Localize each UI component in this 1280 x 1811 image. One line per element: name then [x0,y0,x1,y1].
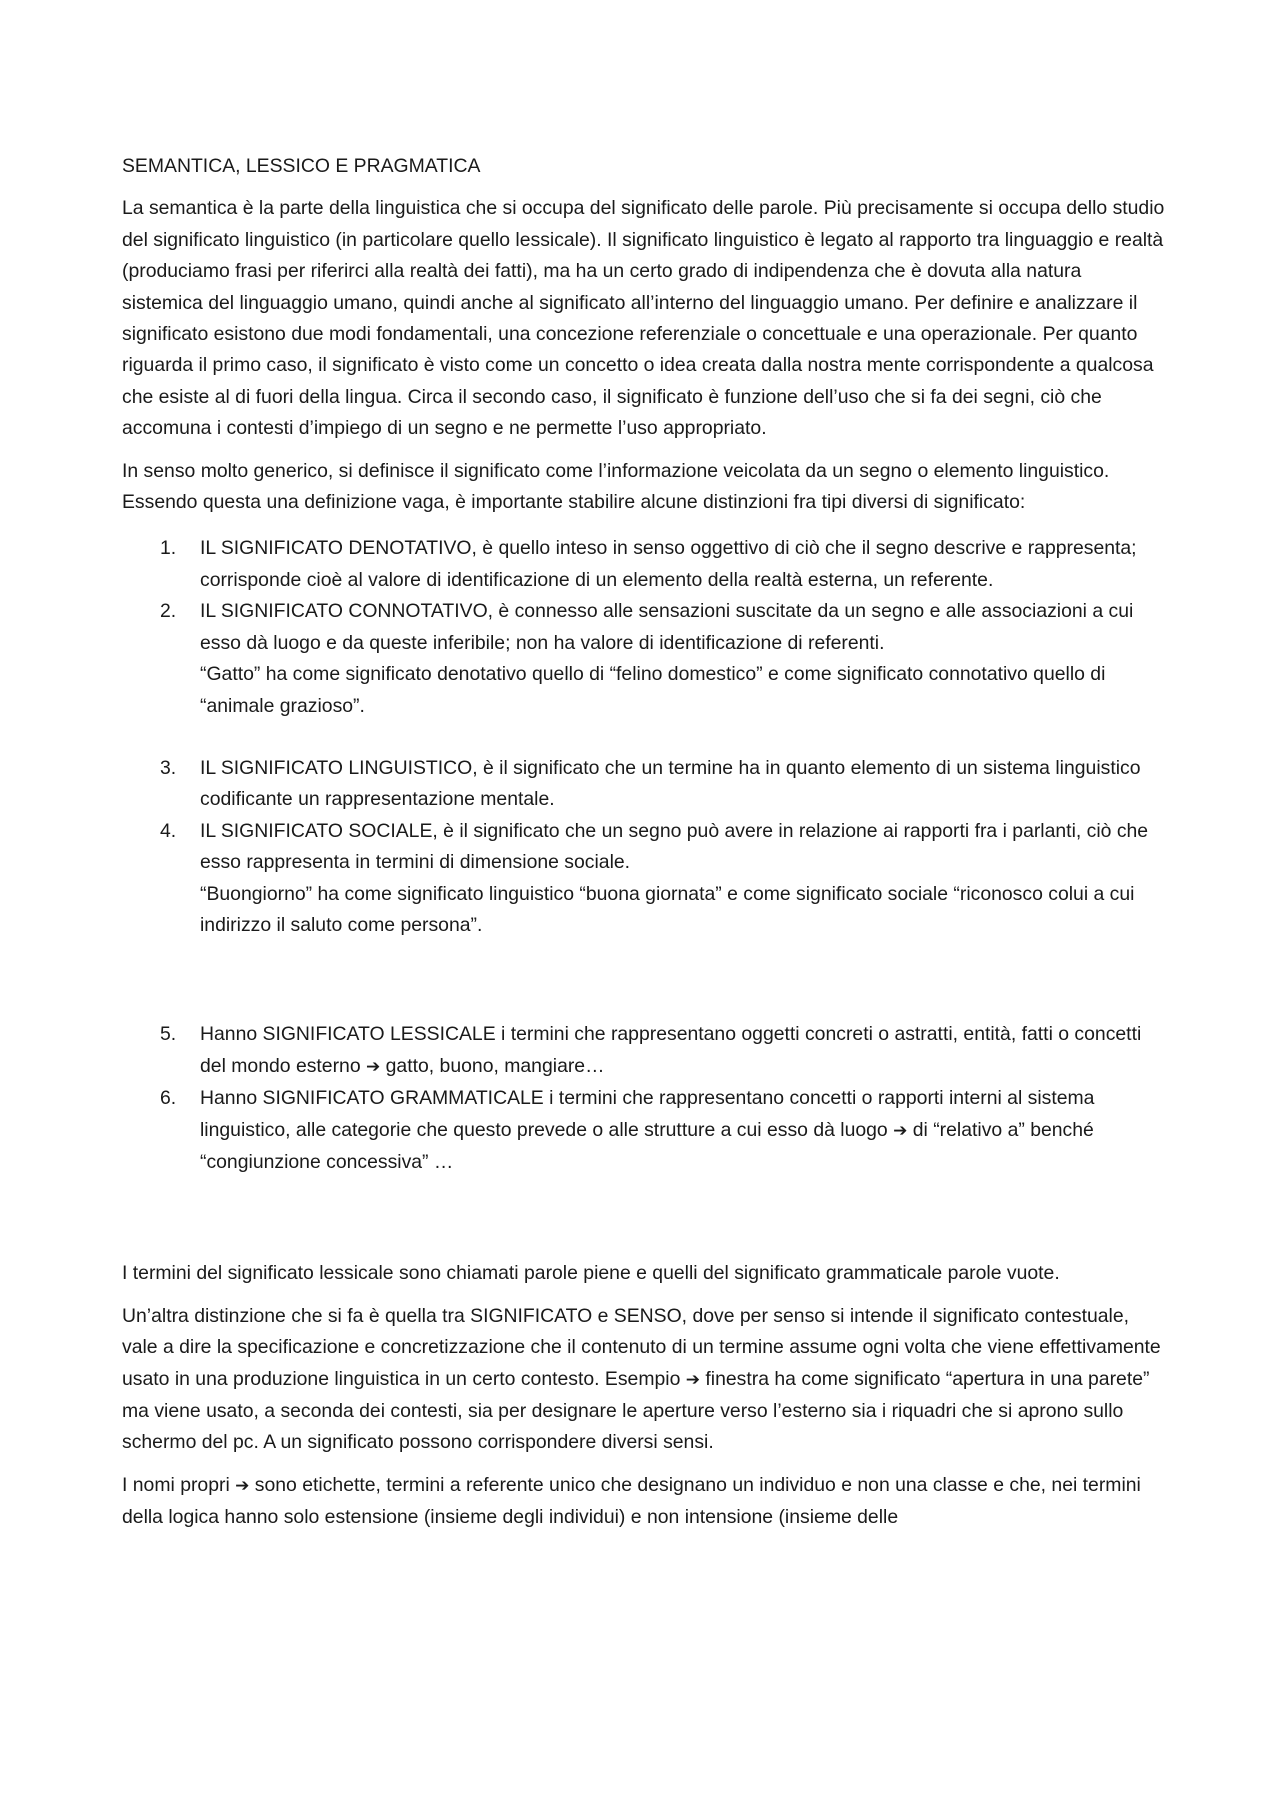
list-item [122,1019,1167,1083]
list-item-text: IL SIGNIFICATO LINGUISTICO, è il significato che un termine ha in quanto elemento di un sistema linguistico codificante un rappresentazione mentale. [200,756,1141,811]
list-item-text: IL SIGNIFICATO DENOTATIVO, è quello inteso in senso oggettivo di ciò che il segno descrive e rappresenta; corrisponde cioè al valore di identificazione di un elemento della realtà esterna, un referente. [200,537,1137,591]
paragraph-parole-piene-vuote: I termini del significato lessicale sono chiamati parole piene e quelli del significato grammaticale parole vuote. [122,1262,1060,1285]
list-item-number: 5. [160,1023,177,1046]
paragraph-nomi-propri [122,1470,1167,1534]
list-item-text: Hanno SIGNIFICATO LESSICALE i termini che rappresentano oggetti concreti o astratti, entità, fatti o concetti del mondo esterno [200,1023,1142,1077]
arrow-right-icon: ➔ [893,1120,908,1141]
list-item-number: 3. [160,756,177,779]
paragraph-text: I nomi propri [122,1473,236,1496]
list-item [122,753,1167,816]
list-item-number: 2. [160,600,177,623]
list-item-example: “Gatto” ha come significato denotativo quello di “felino domestico” e come significato connotativo quello di “animale grazioso”. [200,663,1106,717]
list-item-text-continued: di “relativo a” benché “congiunzione concessiva” … [200,1118,1094,1173]
document-body [122,151,1167,1545]
arrow-right-icon: ➔ [235,1475,250,1496]
list-item-text-continued: gatto, buono, mangiare… [380,1054,605,1077]
arrow-right-icon: ➔ [685,1369,700,1390]
list-item-example: “Buongiorno” ha come significato linguistico “buona giornata” e come significato sociale “riconosco colui a cui indirizzo il saluto come persona”. [200,882,1135,936]
paragraph-text-continued: sono etichette, termini a referente unico che designano un individuo e non una classe e che, nei termini della logica hanno solo estensione (insieme degli individui) e non intensione (insieme delle [122,1473,1141,1529]
arrow-right-icon: ➔ [366,1056,381,1077]
paragraph-significato-generico: In senso molto generico, si definisce il significato come l’informazione veicolata da un segno o elemento linguistico. Essendo questa una definizione vaga, è importante stabilire alcune distinzioni fra tipi diversi di significato: [122,459,1110,514]
paragraph-text-continued: finestra ha come significato “apertura in una parete” ma viene usato, a seconda dei contesti, sia per designare le aperture verso l’esterno sia i riquadri che si aprono sullo schermo del pc. A un significato possono corrispondere diversi sensi. [122,1367,1150,1454]
list-item-text: IL SIGNIFICATO CONNOTATIVO, è connesso alle sensazioni suscitate da un segno e alle associazioni a cui esso dà luogo e da queste inferibile; non ha valore di identificazione di referenti. [200,600,1134,654]
list-item [122,533,1167,596]
significato-types-list [122,533,1167,1178]
paragraph-semantica-definition: La semantica è la parte della linguistica che si occupa del significato delle parole. Più precisamente si occupa dello studio del significato linguistico (in particolare quello lessicale). Il significato linguistico è legato al rapporto tra linguaggio e realtà (produciamo frasi per riferirci alla realtà dei fatti), ma ha un certo grado di indipendenza che è dovuta alla natura sistemica del linguaggio umano, quindi anche al significato all’interno del linguaggio umano. Per definire e analizzare il significato esistono due modi fondamentali, una concezione referenziale o concettuale e una operazionale. Per quanto riguarda il primo caso, il significato è visto come un concetto o idea creata dalla nostra mente corrispondente a qualcosa che esiste al di fuori della lingua. Circa il secondo caso, il significato è funzione dell’uso che si fa dei segni, ciò che accomuna i contesti d’impiego di un segno e ne permette l’uso appropriato. [122,197,1165,440]
page-title: SEMANTICA, LESSICO E PRAGMATICA [122,155,481,177]
paragraph-significato-senso [122,1301,1167,1459]
list-item-text: Hanno SIGNIFICATO GRAMMATICALE i termini che rappresentano concetti o rapporti interni al sistema linguistico, alle categorie che questo prevede o alle strutture a cui esso dà luogo [200,1087,1095,1141]
list-item [122,816,1167,942]
list-item [122,1083,1167,1178]
list-item-number: 4. [160,819,177,842]
list-item-text: IL SIGNIFICATO SOCIALE, è il significato che un segno può avere in relazione ai rapporti fra i parlanti, ciò che esso rappresenta in termini di dimensione sociale. [200,819,1149,874]
paragraph-text: Un’altra distinzione che si fa è quella tra SIGNIFICATO e SENSO, dove per senso si intende il significato contestuale, vale a dire la specificazione e concretizzazione che il contenuto di un termine assume ogni volta che viene effettivamente usato in una produzione linguistica in un certo contesto. Esempio [122,1304,1161,1390]
list-item-number: 1. [160,537,177,560]
list-item [122,596,1167,722]
list-item-number: 6. [160,1087,177,1110]
